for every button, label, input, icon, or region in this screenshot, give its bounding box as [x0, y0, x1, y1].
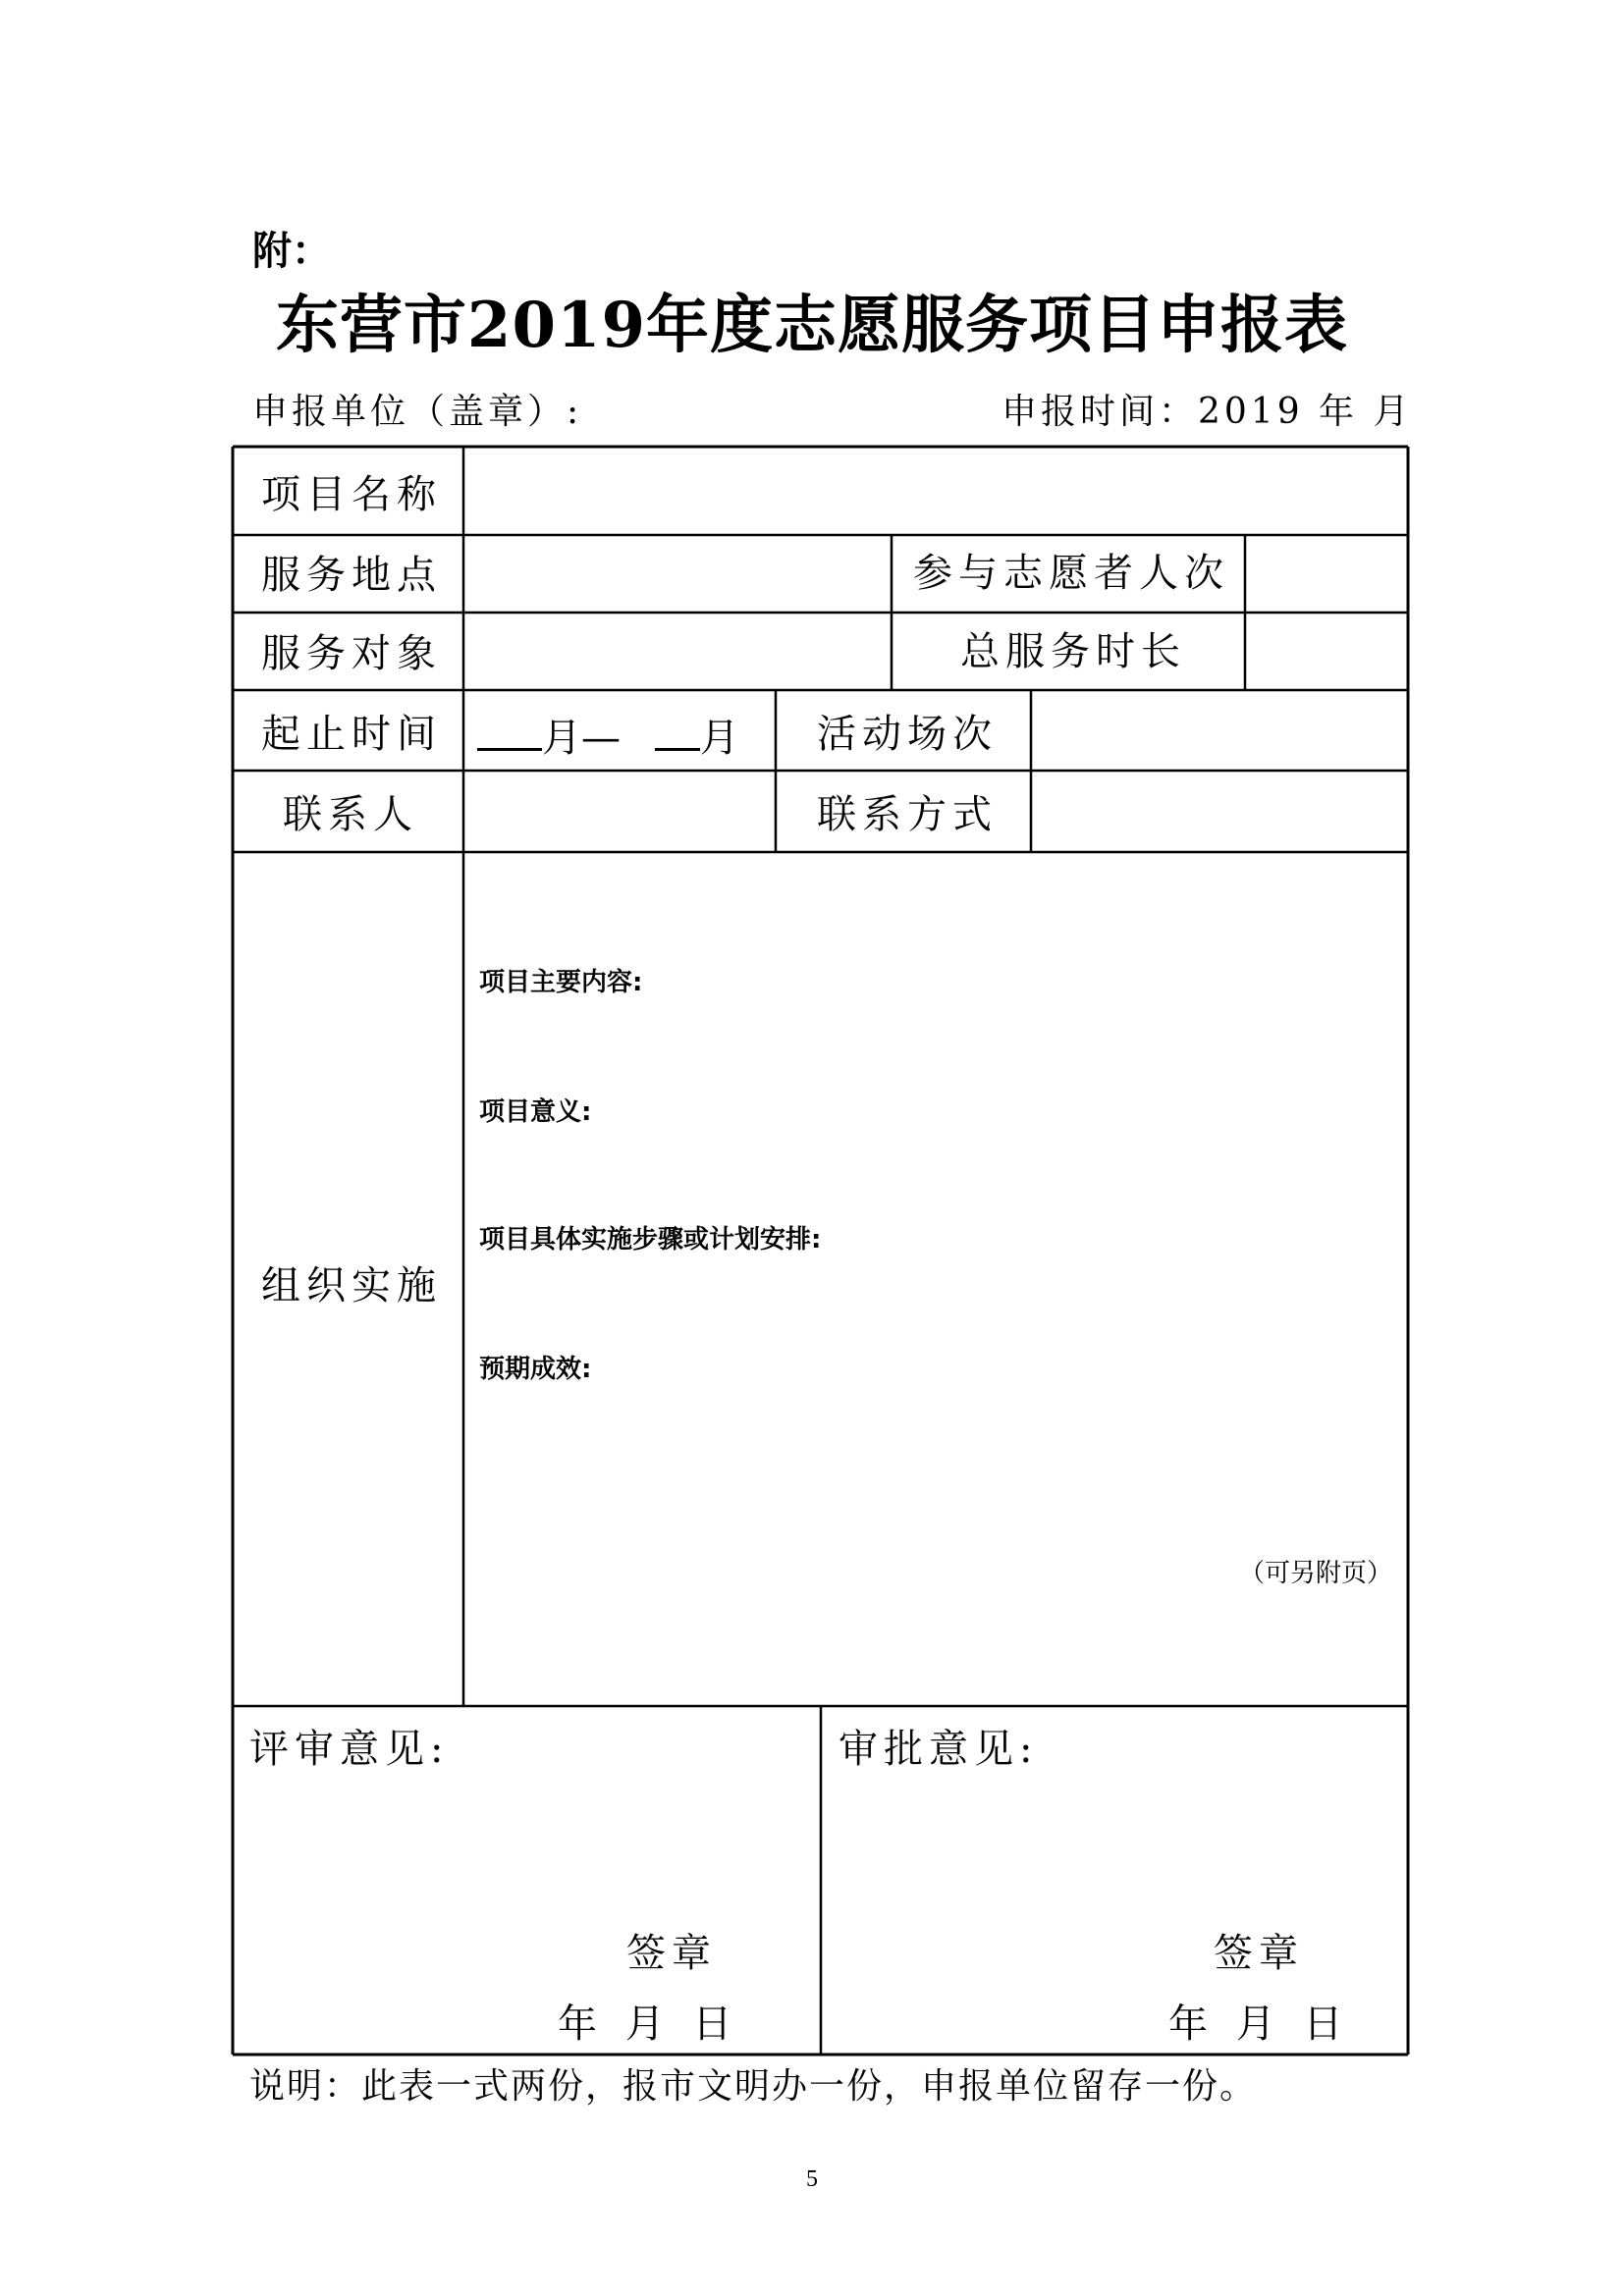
organization-label: 组织实施: [261, 1263, 442, 1308]
form-title: 东营市2019年度志愿服务项目申报表: [275, 289, 1349, 362]
sessions-label: 活动场次: [817, 712, 998, 757]
period-month-end: 月: [699, 716, 739, 761]
review-opinion-field[interactable]: [237, 1710, 817, 2051]
total-hours-field[interactable]: [1249, 616, 1404, 686]
period-month-dash: 月—: [542, 716, 621, 761]
contact-person-label: 联系人: [283, 792, 418, 837]
approval-opinion-field[interactable]: [825, 1710, 1404, 2051]
start-month-blank[interactable]: [477, 713, 542, 751]
contact-method-field[interactable]: [1035, 774, 1404, 848]
service-location-field[interactable]: [467, 539, 888, 609]
total-hours-label: 总服务时长: [960, 629, 1186, 674]
contact-method-label: 联系方式: [817, 792, 998, 837]
review-seal-label: 签章: [626, 1931, 717, 1976]
approval-seal-label: 签章: [1214, 1931, 1304, 1976]
expected-effect-label: 预期成效:: [479, 1355, 592, 1384]
project-meaning-label: 项目意义:: [479, 1097, 592, 1127]
period-range: [477, 713, 739, 761]
page-number: 5: [806, 2166, 818, 2192]
organization-content-field[interactable]: [467, 856, 1404, 1702]
attachment-label: 附：: [252, 228, 331, 274]
project-name-field[interactable]: [467, 451, 1404, 531]
implementation-steps-label: 项目具体实施步骤或计划安排:: [479, 1225, 822, 1255]
application-time-label: 申报时间：2019 年 月: [1001, 392, 1413, 432]
attach-pages-note: （可另附页）: [1239, 1559, 1393, 1588]
end-month-blank[interactable]: [655, 713, 700, 751]
service-target-field[interactable]: [467, 616, 888, 686]
period-label: 起止时间: [261, 712, 442, 757]
applicant-unit-label: 申报单位（盖章）:: [252, 392, 583, 432]
review-opinion-label: 评审意见:: [249, 1727, 450, 1772]
service-target-label: 服务对象: [261, 631, 442, 676]
volunteer-count-field[interactable]: [1249, 539, 1404, 609]
project-name-label: 项目名称: [261, 472, 442, 517]
project-content-label: 项目主要内容:: [479, 968, 643, 997]
approval-date-label: 年 月 日: [1168, 2002, 1351, 2047]
volunteer-count-label: 参与志愿者人次: [913, 551, 1229, 596]
service-location-label: 服务地点: [261, 553, 442, 598]
approval-opinion-label: 审批意见:: [839, 1727, 1039, 1772]
footer-note: 说明：此表一式两份，报市文明办一份，申报单位留存一份。: [249, 2066, 1258, 2107]
sessions-field[interactable]: [1035, 694, 1404, 767]
review-date-label: 年 月 日: [558, 2002, 740, 2047]
contact-person-field[interactable]: [467, 774, 772, 848]
